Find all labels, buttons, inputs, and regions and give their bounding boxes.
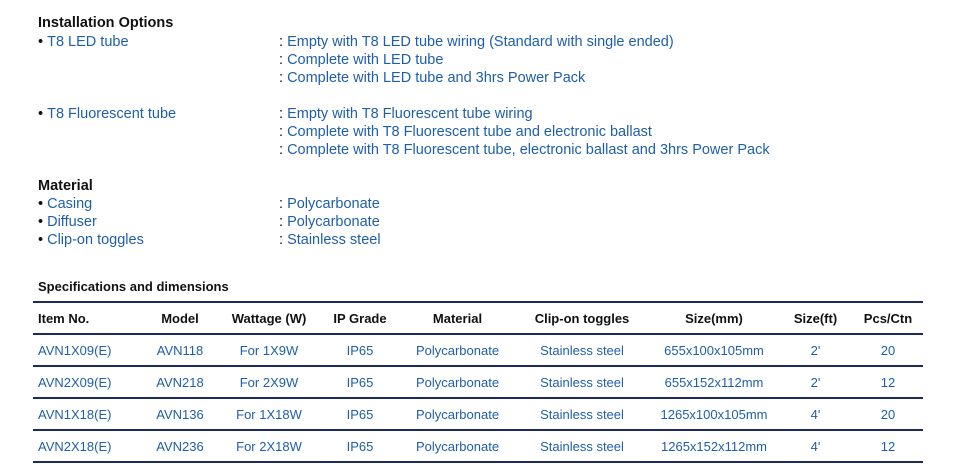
cell-pcs-ctn: 20: [853, 398, 923, 430]
header-pcs-ctn: Pcs/Ctn: [853, 302, 923, 334]
cell-model: AVN136: [141, 398, 219, 430]
cell-item-no: AVN2X18(E): [33, 430, 141, 462]
cell-size-ft: 2': [778, 334, 853, 366]
cell-pcs-ctn: 12: [853, 366, 923, 398]
cell-size-mm: 655x152x112mm: [650, 366, 778, 398]
table-row: [33, 430, 923, 462]
bullet: •: [38, 214, 44, 230]
header-model: Model: [141, 302, 219, 334]
cell-clip-on-toggles: Stainless steel: [514, 334, 650, 366]
material-value: : Polycarbonate: [279, 214, 380, 230]
cell-clip-on-toggles: Stainless steel: [514, 398, 650, 430]
cell-model: AVN218: [141, 366, 219, 398]
installation-heading: Installation Options: [38, 15, 174, 31]
cell-material: Polycarbonate: [401, 366, 514, 398]
material-label-clip-on-toggles: • Clip-on toggles: [38, 232, 144, 248]
material-value: : Stainless steel: [279, 232, 381, 248]
cell-size-ft: 4': [778, 398, 853, 430]
header-item-no: Item No.: [33, 302, 141, 334]
material-value: : Polycarbonate: [279, 196, 380, 212]
option-label-t8-fluorescent: • T8 Fluorescent tube: [38, 106, 177, 122]
bullet: •: [38, 232, 44, 248]
cell-size-ft: 4': [778, 430, 853, 462]
option-value: : Complete with T8 Fluorescent tube and electronic ballast: [279, 124, 652, 140]
cell-wattage: For 2X9W: [219, 366, 319, 398]
cell-pcs-ctn: 20: [853, 334, 923, 366]
option-value: : Complete with T8 Fluorescent tube, electronic ballast and 3hrs Power Pack: [279, 142, 770, 158]
bullet: •: [38, 34, 44, 50]
material-heading: Material: [38, 178, 93, 194]
header-wattage: Wattage (W): [219, 302, 319, 334]
bullet: •: [38, 106, 44, 122]
cell-wattage: For 1X9W: [219, 334, 319, 366]
cell-size-ft: 2': [778, 366, 853, 398]
cell-size-mm: 655x100x105mm: [650, 334, 778, 366]
cell-size-mm: 1265x100x105mm: [650, 398, 778, 430]
cell-ip-grade: IP65: [319, 334, 401, 366]
table-row: [33, 398, 923, 430]
cell-model: AVN118: [141, 334, 219, 366]
cell-ip-grade: IP65: [319, 430, 401, 462]
cell-material: Polycarbonate: [401, 430, 514, 462]
material-label-diffuser: • Diffuser: [38, 214, 97, 230]
cell-ip-grade: IP65: [319, 366, 401, 398]
header-clip-on-toggles: Clip-on toggles: [514, 302, 650, 334]
cell-size-mm: 1265x152x112mm: [650, 430, 778, 462]
header-ip-grade: IP Grade: [319, 302, 401, 334]
option-value: : Empty with T8 LED tube wiring (Standard with single ended): [279, 34, 674, 50]
cell-material: Polycarbonate: [401, 334, 514, 366]
cell-item-no: AVN1X09(E): [33, 334, 141, 366]
specs-header-row: [33, 302, 923, 334]
table-row: [33, 334, 923, 366]
header-material: Material: [401, 302, 514, 334]
table-row: [33, 366, 923, 398]
option-label-t8-led: • T8 LED tube: [38, 34, 129, 50]
cell-wattage: For 1X18W: [219, 398, 319, 430]
cell-ip-grade: IP65: [319, 398, 401, 430]
cell-item-no: AVN1X18(E): [33, 398, 141, 430]
cell-material: Polycarbonate: [401, 398, 514, 430]
option-value: : Empty with T8 Fluorescent tube wiring: [279, 106, 533, 122]
specs-table: [33, 301, 923, 463]
cell-pcs-ctn: 12: [853, 430, 923, 462]
cell-item-no: AVN2X09(E): [33, 366, 141, 398]
material-label-casing: • Casing: [38, 196, 93, 212]
option-value: : Complete with LED tube: [279, 52, 444, 68]
cell-wattage: For 2X18W: [219, 430, 319, 462]
header-size-mm: Size(mm): [650, 302, 778, 334]
cell-clip-on-toggles: Stainless steel: [514, 366, 650, 398]
option-value: : Complete with LED tube and 3hrs Power Pack: [279, 70, 586, 86]
cell-model: AVN236: [141, 430, 219, 462]
specs-title: Specifications and dimensions: [38, 279, 229, 294]
header-size-ft: Size(ft): [778, 302, 853, 334]
bullet: •: [38, 196, 44, 212]
cell-clip-on-toggles: Stainless steel: [514, 430, 650, 462]
